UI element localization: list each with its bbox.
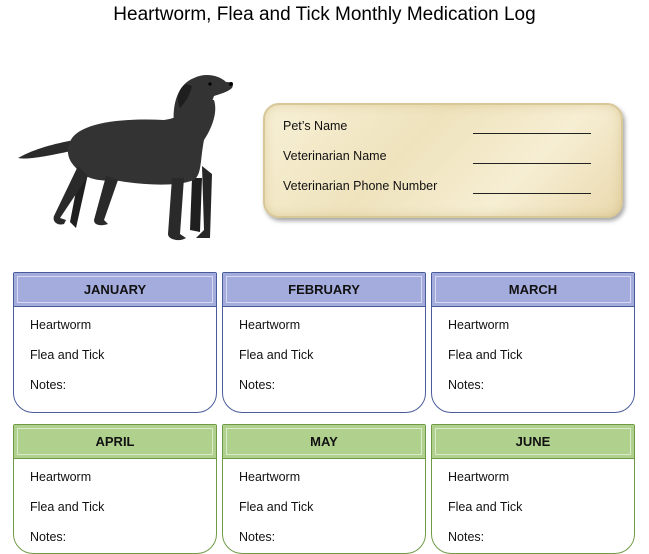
pet-name-line[interactable] (473, 133, 591, 134)
flea-tick-label: Flea and Tick (448, 500, 523, 514)
vet-name-label: Veterinarian Name (283, 149, 387, 163)
month-header: APRIL (14, 425, 216, 459)
flea-tick-label: Flea and Tick (30, 348, 105, 362)
month-card-february (222, 272, 426, 413)
notes-label: Notes: (239, 530, 276, 544)
notes-label: Notes: (30, 378, 67, 392)
notes-label: Notes: (30, 530, 67, 544)
dog-illustration (14, 70, 236, 245)
heartworm-label: Heartworm (448, 318, 510, 332)
vet-phone-line[interactable] (473, 193, 591, 194)
pet-info-box (263, 103, 623, 218)
month-header: JUNE (432, 425, 634, 459)
month-card-april (13, 424, 217, 554)
flea-tick-label: Flea and Tick (239, 500, 314, 514)
month-header: JANUARY (14, 273, 216, 307)
notes-label: Notes: (239, 378, 276, 392)
heartworm-label: Heartworm (239, 318, 301, 332)
month-card-january (13, 272, 217, 413)
page-title: Heartworm, Flea and Tick Monthly Medication Log (113, 4, 536, 25)
pet-name-label: Pet’s Name (283, 119, 348, 133)
heartworm-label: Heartworm (239, 470, 301, 484)
month-card-june (431, 424, 635, 554)
notes-label: Notes: (448, 378, 485, 392)
heartworm-label: Heartworm (448, 470, 510, 484)
heartworm-label: Heartworm (30, 470, 92, 484)
vet-phone-label: Veterinarian Phone Number (283, 179, 438, 193)
month-header: MARCH (432, 273, 634, 307)
month-card-may (222, 424, 426, 554)
flea-tick-label: Flea and Tick (448, 348, 523, 362)
vet-name-line[interactable] (473, 163, 591, 164)
flea-tick-label: Flea and Tick (30, 500, 105, 514)
flea-tick-label: Flea and Tick (239, 348, 314, 362)
notes-label: Notes: (448, 530, 485, 544)
heartworm-label: Heartworm (30, 318, 92, 332)
month-header: FEBRUARY (223, 273, 425, 307)
month-card-march (431, 272, 635, 413)
month-header: MAY (223, 425, 425, 459)
